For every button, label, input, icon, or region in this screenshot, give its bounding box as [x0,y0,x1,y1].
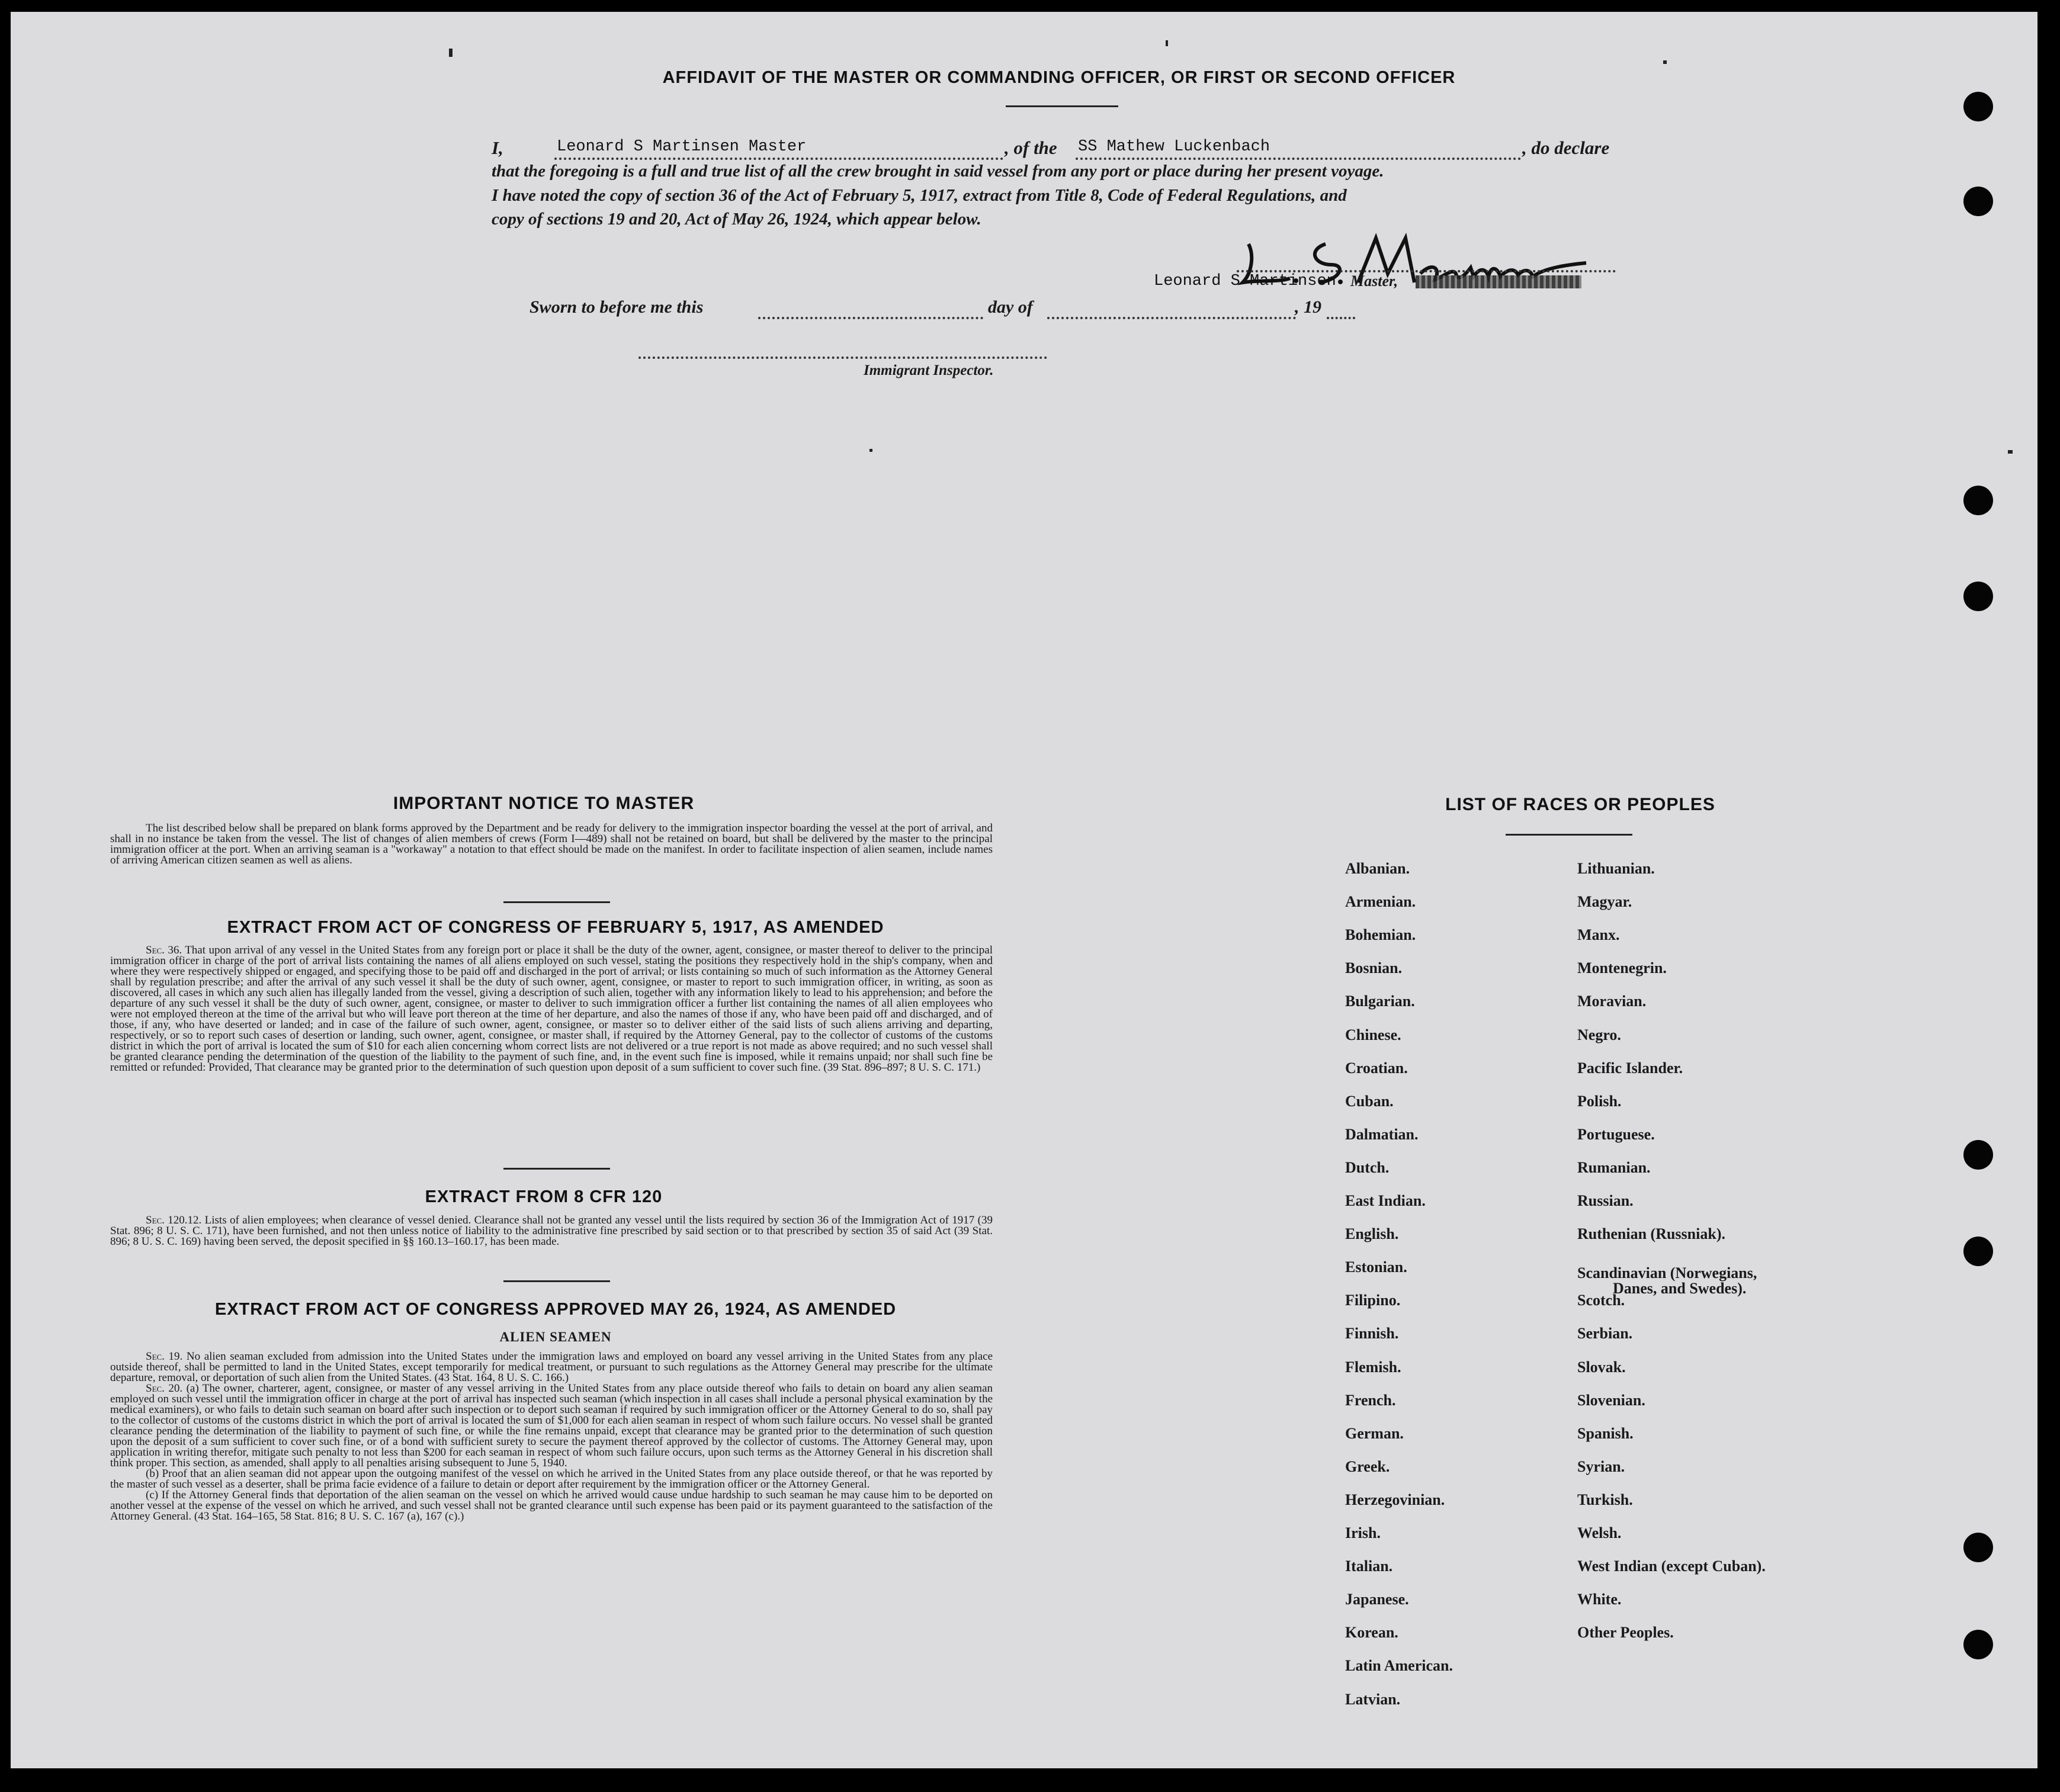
race-item: Croatian. [1345,1059,1408,1077]
race-item: Slovenian. [1577,1391,1645,1409]
signature-dotted-line [1237,270,1616,272]
inspector-label: Immigrant Inspector. [864,362,994,378]
signature-title: Master, [1350,272,1398,290]
affidavit-title: AFFIDAVIT OF THE MASTER OR COMMANDING OFFICER, OR FIRST OR SECOND OFFICER [662,68,1456,87]
binder-hole [1963,1237,1993,1266]
extract-1924-body [110,1351,993,1522]
race-item: Portuguese. [1577,1125,1655,1143]
races-title: LIST OF RACES OR PEOPLES [1445,795,1715,814]
sworn-label: Sworn to before me this [530,297,704,317]
extract-1924-subtitle: ALIEN SEAMEN [499,1329,612,1344]
speck [2008,450,2013,454]
affidavit-pre-name: I, [492,137,503,158]
race-item: Latvian. [1345,1690,1401,1708]
race-item: Dalmatian. [1345,1125,1419,1143]
race-item: Filipino. [1345,1292,1401,1309]
race-item: White. [1577,1591,1622,1608]
race-item: Greek. [1345,1457,1390,1475]
affidavit-do-declare: , do declare [1522,137,1610,158]
race-item: French. [1345,1391,1396,1409]
race-item: Latin American. [1345,1657,1453,1675]
binder-hole [1963,1533,1993,1562]
race-item: Armenian. [1345,893,1416,911]
race-item: Negro. [1577,1026,1621,1043]
inspector-dotted-line [638,357,1047,359]
master-name-dotted-line [554,158,1003,160]
section-20a [110,1383,993,1469]
speck [449,49,453,57]
affidavit-line-3: I have noted the copy of section 36 of the Act of February 5, 1917, extract from Title 8, Code of Federal Regulations, and [492,186,1347,205]
affidavit-of-the: , of the [1005,137,1057,158]
affidavit-line-2: that the foregoing is a full and true list of all the crew brought in said vessel from any port or place during her present voyage. [492,162,1384,181]
sworn-month-dotted-line [1047,317,1296,319]
race-item: Korean. [1345,1624,1398,1642]
race-item: Cuban. [1345,1092,1394,1110]
struck-out-text [1416,275,1581,288]
race-item: Albanian. [1345,860,1410,877]
typed-signature-name: Leonard S Martinsen [1154,272,1336,290]
race-item: German. [1345,1424,1404,1442]
year-label: , 19 [1295,297,1321,317]
section-20-label: Sec. 20. [146,1382,183,1395]
race-item: Ruthenian (Russniak). [1577,1225,1725,1243]
races-title-rule [1506,834,1632,836]
extract-1917-section-label: Sec. 36. [146,944,182,956]
binder-hole [1963,486,1993,515]
race-item: Spanish. [1577,1424,1634,1442]
race-item: Serbian. [1577,1325,1633,1343]
section-20b: (b) Proof that an alien seaman did not appear upon the outgoing manifest of the vessel on which he arrived in the United States from any place outside thereof, or that he was reported by the master of such vessel as a deserter, shall be prima facie evidence of a failure to detain or deport after requirement by the immigration officer or the Attorney General. [110,1467,993,1491]
race-item: Syrian. [1577,1457,1625,1475]
extract-cfr-text: Lists of alien employees; when clearance of vessel denied. Clearance shall not be granted any vessel until the lists required by section 36 of the Immigration Act of 1917 (39 Stat. 896; 8 U. S. C. 171), have been furnished, and not then unless notice of liability to the administrative fine prescribed by said section or to that prescribed by section 35 of said Act (39 Stat. 896; 8 U. S. C. 169) having been served, the deposit specified in §§ 160.13–160.17, has been made. [110,1214,993,1248]
race-item: Herzegovinian. [1345,1491,1445,1508]
extract-1917-title: EXTRACT FROM ACT OF CONGRESS OF FEBRUARY 5, 1917, AS AMENDED [227,918,884,937]
section-19 [110,1351,993,1383]
race-item: Slovak. [1577,1358,1626,1376]
affidavit-line-4: copy of sections 19 and 20, Act of May 26, 1924, which appear below. [492,210,981,229]
race-item: Scotch. [1577,1292,1625,1309]
race-item: Italian. [1345,1557,1393,1575]
speck [1166,40,1168,46]
extract-cfr-section-label: Sec. 120.12. [146,1214,202,1226]
race-item: East Indian. [1345,1192,1426,1209]
race-item: Turkish. [1577,1491,1633,1508]
race-item: Scandinavian (Norwegians, [1577,1264,1757,1282]
master-name-value: Leonard S Martinsen Master [557,138,807,156]
race-item: Other Peoples. [1577,1624,1674,1642]
vessel-name-value: SS Mathew Luckenbach [1078,138,1270,156]
race-item: Moravian. [1577,993,1647,1010]
extract-1917-rule [503,1168,610,1170]
race-item: Chinese. [1345,1026,1401,1043]
extract-1924-title: EXTRACT FROM ACT OF CONGRESS APPROVED MAY 26, 1924, AS AMENDED [214,1300,897,1319]
year-dotted-line [1327,317,1355,319]
race-item: Bohemian. [1345,926,1416,944]
race-item: Russian. [1577,1192,1634,1209]
race-item: Manx. [1577,926,1620,944]
notice-rule [503,901,610,903]
extract-cfr-title: EXTRACT FROM 8 CFR 120 [425,1187,663,1206]
sworn-day-dotted-line [758,317,983,319]
race-item: Danes, and Swedes). [1613,1280,1747,1298]
race-item: Japanese. [1345,1591,1409,1608]
vessel-dotted-line [1076,158,1521,160]
day-of-label: day of [988,297,1033,317]
race-item: Polish. [1577,1092,1622,1110]
race-item: Pacific Islander. [1577,1059,1683,1077]
race-item: Bulgarian. [1345,993,1415,1010]
speck [1663,60,1667,64]
section-20c: (c) If the Attorney General finds that deportation of the alien seaman on the vessel on which he arrived would cause undue hardship to such seaman he may cause him to be deported on another vessel at the expense of the vessel on which he arrived, and such vessel shall not be granted clearance until such expense has been paid or its payment guaranteed to the satisfaction of the Attorney General. (43 Stat. 164–165, 58 Stat. 816; 8 U. S. C. 167 (a), 167 (c).) [110,1489,993,1523]
race-item: Irish. [1345,1524,1381,1541]
race-item: Estonian. [1345,1258,1407,1276]
extract-cfr-body [110,1215,993,1247]
binder-hole [1963,1630,1993,1659]
race-item: Lithuanian. [1577,860,1655,877]
race-item: Magyar. [1577,893,1632,911]
document-sheet [11,12,2037,1768]
race-item: Rumanian. [1577,1158,1651,1176]
affidavit-title-rule [1006,105,1118,107]
race-item: Bosnian. [1345,959,1403,977]
binder-hole [1963,92,1993,121]
race-item: Montenegrin. [1577,959,1667,977]
extract-1917-body [110,945,993,1073]
extract-1917-text: That upon arrival of any vessel in the United States from any foreign port or place it shall be the duty of the owner, agent, consignee, or master thereof to deliver to the principal immigration officer in charge of the port of arrival lists containing the names of all aliens employed on such vessel, stating the positions they respectively hold in the ship's company, when and where they were respectively shipped or engaged, and specifying those to be paid off and discharged in the port of arrival; or lists containing so much of such information as the Attorney General shall by regulation prescribe; and after the arrival of any such vessel it shall be the duty of such owner, agent, consignee, or master to report to such immigration officer, in writing, as soon as discovered, all cases in which any such alien has illegally landed from the vessel, giving a description of such alien, together with any information likely to lead to his apprehension; and before the departure of any such vessel it shall be the duty of such owner, agent, consignee, or master to deliver to such immigration officer a further list containing the names of all alien employees who were not employed thereon at the time of the arrival but who will leave port thereon at the time of her departure, and also the names of those if any, who have been paid off and discharged, and of those, if any, who have deserted or landed; and in case of the failure of such owner, agent, consignee, or master so to deliver either of the said lists of such aliens arriving and departing, respectively, or so to report such cases of desertion or landing, such owner, agent, consignee, or master shall, if required by the Attorney General, pay to the collector of customs of the customs district in which the port of arrival is located the sum of $10 for each alien concerning whom correct lists are not delivered or a true report is not made as above required; and no such vessel shall be granted clearance pending the determination of the question of the liability to the payment of such fine, and, in the event such fine is imposed, while it remains unpaid; nor shall such fine be remitted or refunded: Provided, That clearance may be granted prior to the determination of such question upon deposit of a sum sufficient to cover such fine. (39 Stat. 896–897; 8 U. S. C. 171.) [110,944,993,1074]
section-19-text: No alien seaman excluded from admission into the United States under the immigration laws and employed on board any vessel arriving in the United States from any place outside thereof, shall be permitted to land in the United States, except temporarily for medical treatment, or pursuant to such regulations as the Attorney General may prescribe for the ultimate departure, removal, or deportation of such alien from the United States. (43 Stat. 164, 8 U. S. C. 166.) [110,1350,993,1384]
speck [869,449,872,452]
race-item: Welsh. [1577,1524,1622,1541]
notice-body: The list described below shall be prepared on blank forms approved by the Department and be ready for delivery to the immigration inspector boarding the vessel at the port of arrival, and shall in no instance be taken from the vessel. The list of changes of alien members of crews (Form I—489) shall not be retained on board, but shall be delivered by the master to the principal immigration officer at the port. When an arriving seaman is a "workaway" a notation to that effect should be made on the manifest. In order to facilitate inspection of alien seamen, include names of arriving American citizen seamen as well as aliens. [110,822,993,866]
section-19-label: Sec. 19. [146,1350,183,1363]
race-item: Flemish. [1345,1358,1401,1376]
section-20a-text: (a) The owner, charterer, agent, consignee, or master of any vessel arriving in the United States from any place outside thereof who fails to detain on board any alien seaman employed on such vessel until the immigration officer in charge at the port of arrival has inspected such seaman (which inspection in all cases shall include a personal physical examination by the medical examiners), or who fails to detain such seaman on board after such inspection or to deport such seaman if required by such immigration officer or the Attorney General to do so, shall pay to the collector of customs of the customs district in which the port of arrival is located the sum of $1,000 for each alien seaman in respect of whom such failure occurs. No vessel shall be granted clearance pending the determination of the liability to payment of such fine, or while the fine remains unpaid, except that clearance may be granted prior to the determination of such question upon the deposit of a sum sufficient to cover such fine, or of a bond with sufficient surety to secure the payment thereof approved by the collector of customs. The Attorney General may, upon application in writing therefor, mitigate such penalty to not less than $200 for each seaman in respect of whom such failure occurs, upon such terms as the Attorney General in his discretion shall think proper. This section, as amended, shall apply to all penalties arising subsequent to June 5, 1940. [110,1382,993,1469]
race-item: Finnish. [1345,1325,1399,1343]
binder-hole [1963,187,1993,216]
extract-cfr-rule [503,1280,610,1282]
binder-hole [1963,582,1993,611]
race-item: Dutch. [1345,1158,1390,1176]
binder-hole [1963,1140,1993,1170]
notice-title: IMPORTANT NOTICE TO MASTER [393,794,695,813]
race-item: English. [1345,1225,1399,1243]
race-item: West Indian (except Cuban). [1577,1557,1766,1575]
